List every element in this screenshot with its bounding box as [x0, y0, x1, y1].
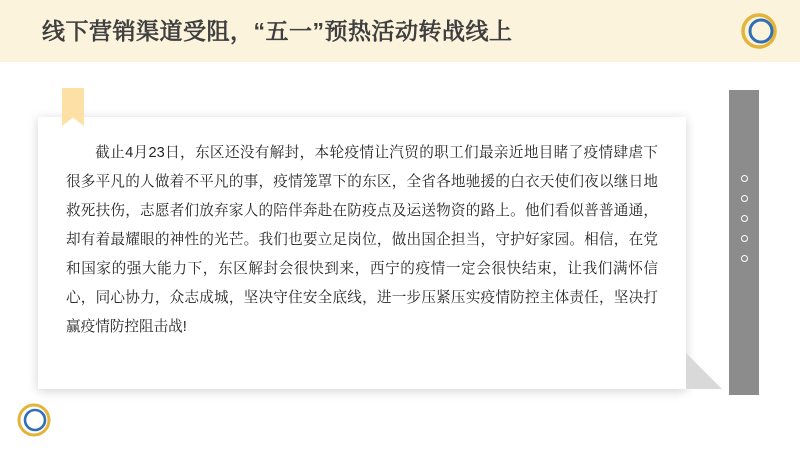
- decor-dot-column: [740, 175, 748, 262]
- decor-dot: [741, 195, 748, 202]
- decor-dot: [741, 215, 748, 222]
- ring-logo-icon: [738, 10, 780, 52]
- page-title: 线下营销渠道受阻，“五一”预热活动转战线上: [42, 18, 513, 44]
- decor-dot: [741, 175, 748, 182]
- decor-dot: [741, 255, 748, 262]
- content-card: [38, 117, 686, 389]
- body-paragraph: 截止4月23日，东区还没有解封，本轮疫情让汽贸的职工们最亲近地目睹了疫情肆虐下很多平凡的人做着不平凡的事，疫情笼罩下的东区，全省各地驰援的白衣天使们夜以继日地救死扶伤，志愿者们放弃家人的陪伴奔赴在防疫点及运送物资的路上。他们看似普普通通，却有着最耀眼的神性的光芒。我们也要立足岗位，做出国企担当，守护好家园。相信，在党和国家的强大能力下，东区解封会很快到来，西宁的疫情一定会很快结束，让我们满怀信心，同心协力，众志成城，坚决守住安全底线，进一步压紧压实疫情防控主体责任，坚决打赢疫情防控阻击战!: [66, 145, 658, 335]
- card-fold-corner: [686, 353, 722, 389]
- decor-dot: [741, 235, 748, 242]
- ring-logo-secondary-icon: [14, 400, 54, 440]
